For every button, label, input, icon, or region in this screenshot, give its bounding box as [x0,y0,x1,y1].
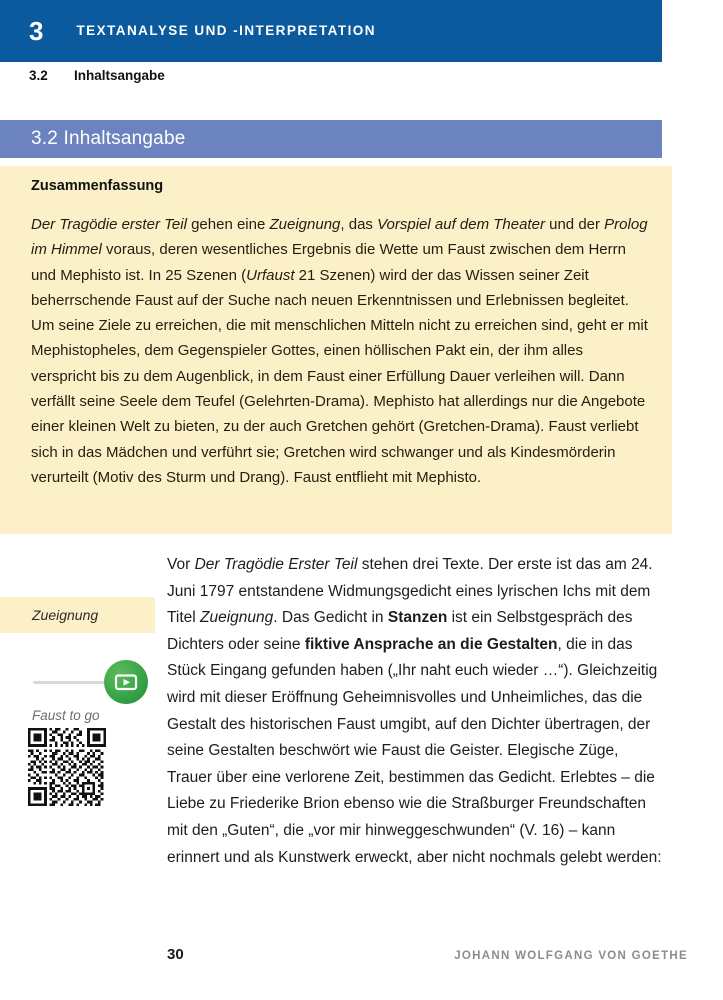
subsection-number: 3.2 [29,68,48,83]
media-widget [0,660,150,805]
play-video-icon[interactable] [104,660,148,704]
chapter-number: 3 [29,16,44,46]
margin-tag-zueignung [0,597,155,633]
subsection-running-line [29,68,649,83]
connector-line [33,681,115,684]
summary-paragraph: Der Tragödie erster Teil gehen eine Zueignung, das Vorspiel auf dem Theater und der Prolog im Himmel voraus, deren wesentliches Ergebnis die Wette um Faust zwischen dem Herrn und Mephisto ist. In 25 Szenen (Urfaust 21 Szenen) wird der das Wissen seiner Zeit beherrschende Faust auf der Suche nach neuen Erkenntnissen und Erlebnissen begleitet. Um seine Ziele zu erreichen, die mit menschlichen Mitteln nicht zu erreichen sind, geht er mit Mephistopheles, dem Gegenspieler Gottes, einen höllischen Pakt ein, der ihm alles verspricht bis zu dem Augenblick, in dem Faust einer Erfüllung Dauer verleihen will. Dann verfällt seine Seele dem Teufel (Gelehrten-Drama). Mephisto hat allerdings nur die Angebote einer kleinen Welt zu bieten, zu der auch Gretchen gehört (Gretchen-Drama). Faust verliebt sich in das Mädchen und verführt sie; Gretchen wird schwanger und als Kindesmörderin verurteilt (Motiv des Sturm und Drang). Faust entflieht mit Mephisto. [31,216,648,486]
summary-box [0,166,672,534]
margin-tag-label: Zueignung [32,607,99,623]
subsection-title: Inhaltsangabe [74,68,165,83]
qr-code[interactable] [28,728,106,806]
page-footer [0,946,723,972]
summary-heading: Zusammenfassung [31,178,164,194]
body-paragraph: Vor Der Tragödie Erster Teil stehen drei Texte. Der erste ist das am 24. Juni 1797 entstandene Widmungsgedicht eines lyrischen Ichs mit dem Titel Zueignung. Das Gedicht in Stanzen ist ein Selbstgespräch des Dichters oder seine fiktive Ansprache an die Gestalten, die in das Stück Eingang gefunden haben („Ihr naht euch wieder …“). Gleichzeitig wird mit dieser Eröffnung Geheimnisvolles und Unheimliches, das die Gestalt des historischen Faust umgibt, auf den Dichter übertragen, der seine Gestalten beschwört wie Faust die Geister. Elegische Züge, Trauer über eine verlorene Zeit, bestimmen das Gedicht. Erlebtes – die Liebe zu Friederike Brion ebenso wie die Straßburger Freundschaften mit den „Guten“, die „vor mir hinweggeschwunden“ (V. 16) – kann erinnert und als Kunstwerk erweckt, aber nicht nochmals gelebt werden: [167,556,662,866]
running-head: JOHANN WOLFGANG VON GOETHE [454,950,688,962]
section-heading-bar [0,120,662,158]
chapter-title: TEXTANALYSE UND -INTERPRETATION [76,23,376,39]
media-caption: Faust to go [32,708,100,723]
page-number: 30 [167,946,184,963]
section-heading-label: 3.2 Inhaltsangabe [31,128,186,149]
chapter-header [0,0,662,62]
